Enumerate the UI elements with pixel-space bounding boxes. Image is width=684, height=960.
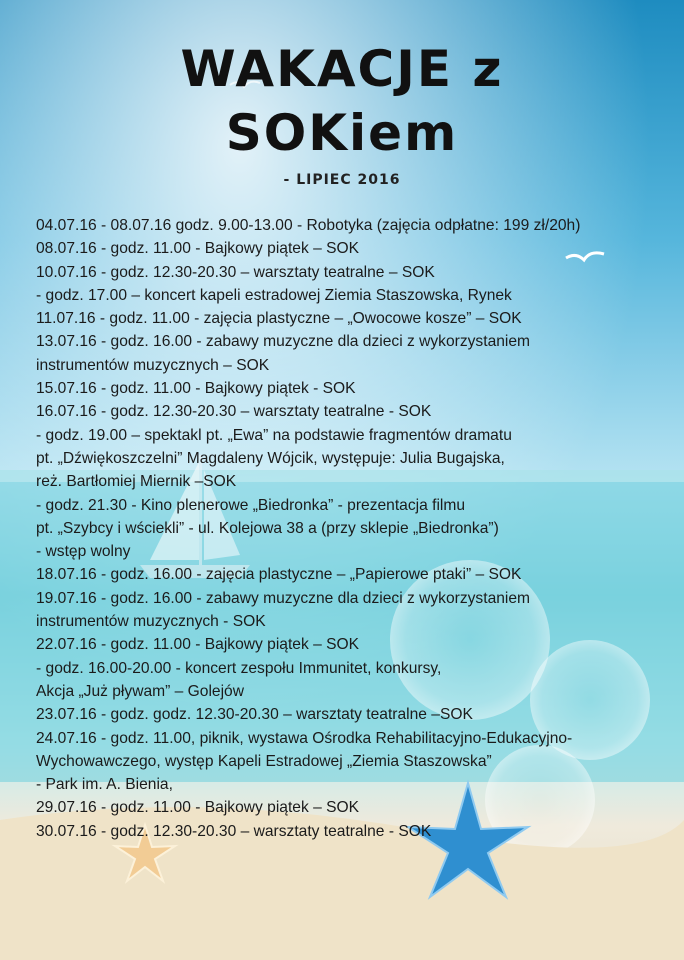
schedule-line: - godz. 16.00-20.00 - koncert zespołu Immunitet, konkursy, [36,659,442,677]
schedule-line: 16.07.16 - godz. 12.30-20.30 – warsztaty teatralne - SOK [36,403,432,421]
title-line-2: SOKiem [225,104,459,162]
schedule-line: 23.07.16 - godz. godz. 12.30-20.30 – warsztaty teatralne –SOK [36,706,473,724]
schedule-line: Akcja „Już pływam” – Golejów [36,682,244,700]
schedule-line: instrumentów muzycznych – SOK [36,356,270,374]
schedule-line: 18.07.16 - godz. 16.00 - zajęcia plastyczne – „Papierowe ptaki” – SOK [36,566,522,584]
schedule-line: - Park im. A. Bienia, [36,776,173,794]
schedule-line: 11.07.16 - godz. 11.00 - zajęcia plastyczne – „Owocowe kosze” – SOK [36,310,522,328]
schedule-line: 10.07.16 - godz. 12.30-20.30 – warsztaty teatralne – SOK [36,263,435,281]
schedule-line: 13.07.16 - godz. 16.00 - zabawy muzyczne dla dzieci z wykorzystaniem [36,333,531,351]
schedule-line: reż. Bartłomiej Miernik –SOK [36,473,237,491]
schedule-line: 24.07.16 - godz. 11.00, piknik, wystawa Ośrodka Rehabilitacyjno-Edukacyjno- [36,729,573,747]
schedule-line: 19.07.16 - godz. 16.00 - zabawy muzyczne dla dzieci z wykorzystaniem [36,589,531,607]
schedule-line: - godz. 17.00 – koncert kapeli estradowej Ziemia Staszowska, Rynek [36,286,512,304]
schedule-line: pt. „Szybcy i wściekli” - ul. Kolejowa 38 a (przy sklepie „Biedronka”) [36,519,499,537]
schedule-line: 04.07.16 - 08.07.16 godz. 9.00-13.00 - Robotyka (zajęcia odpłatne: 199 zł/20h) [36,217,581,234]
schedule-line: instrumentów muzycznych - SOK [36,613,266,631]
schedule-line: 29.07.16 - godz. 11.00 - Bajkowy piątek – SOK [36,799,360,817]
title-line-1: WAKACJE z [180,40,504,98]
schedule-line: - wstęp wolny [36,543,131,561]
schedule-line: 30.07.16 - godz. 12.30-20.30 – warsztaty teatralne - SOK [36,822,432,840]
schedule-line: pt. „Dźwiękoszczelni” Magdaleny Wójcik, występuje: Julia Bugajska, [36,449,505,467]
schedule-line: Wychowawczego, występ Kapeli Estradowej „Ziemia Staszowska” [36,752,492,770]
schedule-line: - godz. 19.00 – spektakl pt. „Ewa” na podstawie fragmentów dramatu [36,426,512,444]
schedule-list [36,214,676,843]
schedule-line: - godz. 21.30 - Kino plenerowe „Biedronka” - prezentacja filmu [36,496,466,514]
schedule-line: 15.07.16 - godz. 11.00 - Bajkowy piątek - SOK [36,380,356,398]
subtitle: - LIPIEC 2016 [283,172,401,188]
schedule-line: 22.07.16 - godz. 11.00 - Bajkowy piątek – SOK [36,636,360,654]
schedule-line: 08.07.16 - godz. 11.00 - Bajkowy piątek – SOK [36,240,360,258]
